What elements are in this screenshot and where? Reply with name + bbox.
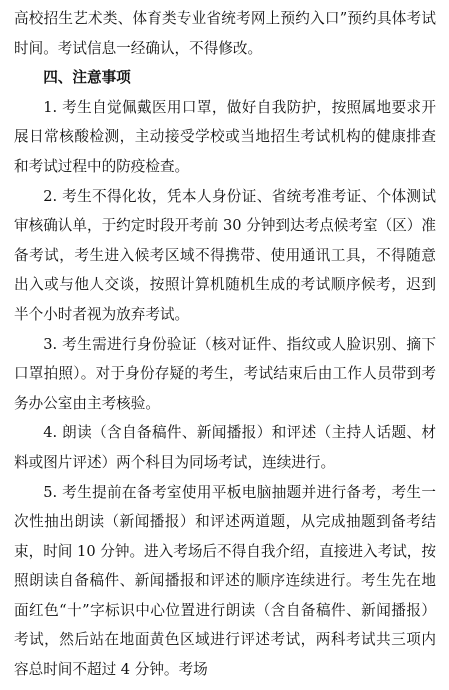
notice-item-1: 1. 考生自觉佩戴医用口罩，做好自我防护，按照属地要求开展日常核酸检测，主动接受学校或当地招生考试机构的健康排查和考试过程中的防疫检查。 bbox=[14, 98, 436, 175]
section-heading: 四、注意事项 bbox=[43, 69, 131, 87]
notice-item-2: 2. 考生不得化妆，凭本人身份证、省统考准考证、个体测试审核确认单，于约定时段开考前 30 分钟到达考点候考室（区）准备考试，考生进入候考区域不得携带、使用通讯工具，不得随意出入或与他人交谈，按照计算机随机生成的考试顺序候考，迟到半个小时者视为放弃考试。 bbox=[14, 187, 436, 323]
document-page bbox=[14, 4, 436, 685]
notice-item-4: 4. 朗读（含自备稿件、新闻播报）和评述（主持人话题、材料或图片评述）两个科目为同场考试，连续进行。 bbox=[14, 424, 436, 471]
notice-item-3: 3. 考生需进行身份验证（核对证件、指纹或人脸识别、摘下口罩拍照）。对于身份存疑的考生，考试结束后由工作人员带到考务办公室由主考核验。 bbox=[14, 335, 436, 412]
intro-paragraph: 高校招生艺术类、体育类专业省统考网上预约入口”预约具体考试时间。考试信息一经确认，不得修改。 bbox=[14, 10, 436, 57]
notice-item-5: 5. 考生提前在备考室使用平板电脑抽题并进行备考，考生一次性抽出朗读（新闻播报）和评述两道题，从完成抽题到备考结束，时间 10 分钟。进入考场后不得自我介绍，直接进入考试，按照朗读自备稿件、新闻播报和评述的顺序连续进行。考生先在地面红色“十”字标识中心位置进行朗读（含自备稿件、新闻播报）考试，然后站在地面黄色区域进行评述考试，两科考试共三项内容总时间不超过 4 分钟。考场 bbox=[14, 483, 436, 679]
